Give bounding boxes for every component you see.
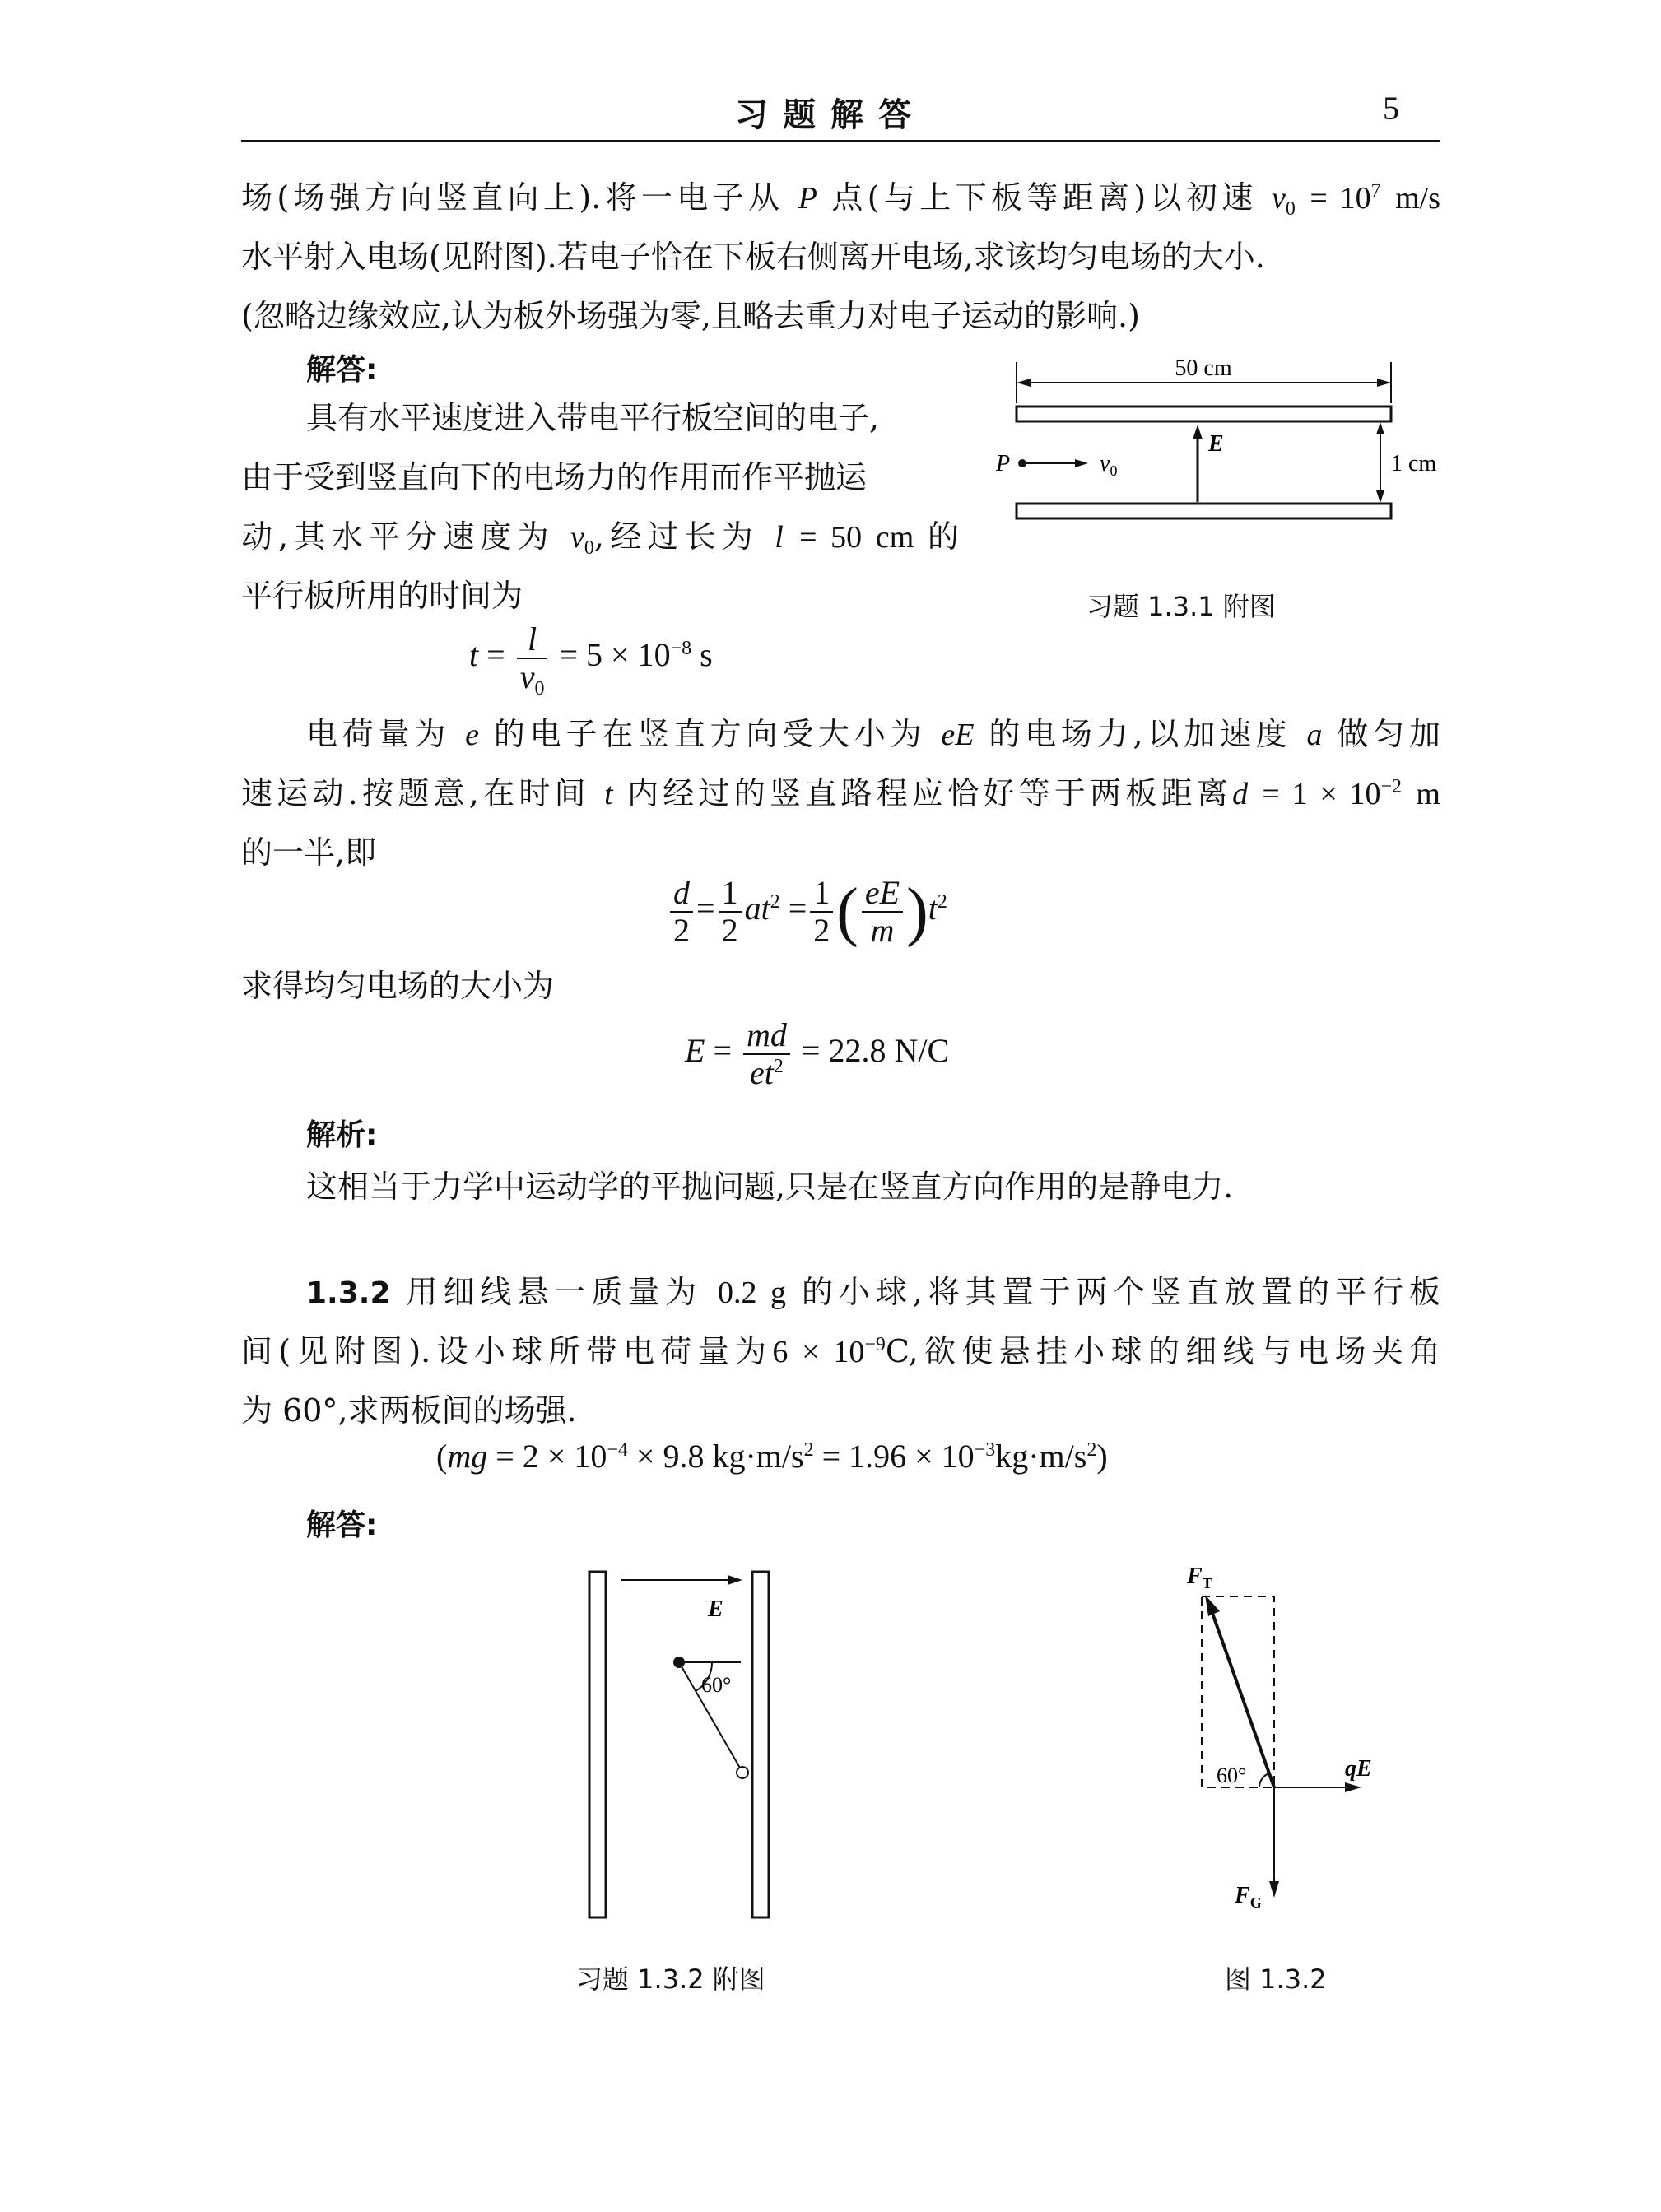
tension-label: $F_T$ xyxy=(1187,1564,1212,1592)
upper-plate xyxy=(1017,407,1391,421)
angle-label-3: 60° xyxy=(1217,1764,1247,1787)
point-p-label: P xyxy=(996,451,1011,476)
answer-label-2: 解答: xyxy=(306,1508,378,1542)
left-plate xyxy=(589,1572,606,1917)
gap-arrow-down-icon xyxy=(1376,490,1384,503)
field-label-2: E xyxy=(708,1596,723,1622)
problem2-line2: 间(见附图).设小球所带电荷量为$6 \times 10^{-9}C$,欲使悬挂小球的细线与电场夹角 xyxy=(241,1333,1440,1369)
length-label: 50 cm xyxy=(1175,356,1232,381)
electric-force-label: qE xyxy=(1345,1756,1372,1782)
header-rule xyxy=(241,140,1440,142)
tension-arrowhead-icon xyxy=(1205,1595,1220,1616)
analysis-text: 这相当于力学中运动学的平抛问题,只是在竖直方向作用的是静电力. xyxy=(306,1169,1234,1205)
equation-field: E = $\frac{md}{et^2}$ = 22.8 N/C xyxy=(685,1016,950,1091)
gap-label: 1 cm xyxy=(1391,451,1437,476)
equation-time: t = $\frac{l}{v_0}$ = $5 \times 10^{-8}$ s xyxy=(469,620,713,699)
gap-arrow-up-icon xyxy=(1376,422,1384,434)
figure-3-caption: 图 1.3.2 xyxy=(1225,1963,1327,1995)
result-intro: 求得均匀电场的大小为 xyxy=(241,968,555,1004)
charged-ball xyxy=(737,1767,748,1778)
figure-force-diagram xyxy=(1169,1547,1407,1909)
gravity-label: $F_G$ xyxy=(1235,1883,1262,1911)
problem2-given: ($mg = 2 \times 10^{-4} \times 9.8$ $kg\cdot m/s^2 = 1.96 \times 10^{-3}kg\cdot m/s^2$) xyxy=(436,1438,1108,1475)
right-plate xyxy=(752,1572,769,1917)
analysis-label: 解析: xyxy=(306,1118,378,1152)
velocity-label: $v_0$ xyxy=(1100,451,1118,479)
arrowhead-right-icon xyxy=(1377,379,1391,387)
figure-1-caption: 习题 1.3.1 附图 xyxy=(1086,591,1276,622)
para2-line2: 速运动.按题意,在时间 t 内经过的竖直路程应恰好等于两板距离$d = 1 \times 10^{-2}$ m xyxy=(241,775,1440,811)
problem1-line1: 场(场强方向竖直向上).将一电子从 P 点(与上下板等距离)以初速 $v_0 = 10^7$ m/s xyxy=(241,179,1440,220)
tension-vector xyxy=(1210,1606,1274,1787)
figure-2-caption: 习题 1.3.2 附图 xyxy=(576,1963,765,1995)
arrowhead-left-icon xyxy=(1017,379,1031,387)
problem2-line1: 1.3.2 用细线悬一质量为 0.2 g 的小球,将其置于两个竖直放置的平行板 xyxy=(306,1274,1440,1310)
electric-force-arrowhead-icon xyxy=(1345,1782,1361,1792)
angle-arc-3 xyxy=(1259,1773,1269,1787)
gravity-arrowhead-icon xyxy=(1269,1881,1279,1898)
figure-1-3-2 xyxy=(568,1547,815,1926)
equation-displacement: $\frac{d}{2}$ = $\frac{1}{2}$ $at^2$ = $\frac{1}{2}$ ( $\frac{eE}{m}$ )$t^2$ xyxy=(667,875,947,949)
answer1-line3: 动,其水平分速度为 $v_0$,经过长为 l = 50 cm 的 xyxy=(241,518,959,559)
answer1-line1: 具有水平速度进入带电平行板空间的电子, xyxy=(306,400,880,436)
page-number: 5 xyxy=(1383,90,1399,127)
para2-line3: 的一半,即 xyxy=(241,834,377,871)
field-arrowhead-2-icon xyxy=(728,1575,742,1585)
answer1-line4: 平行板所用的时间为 xyxy=(241,578,523,614)
field-label: E xyxy=(1208,431,1224,457)
problem1-line2: 水平射入电场(见附图).若电子恰在下板右侧离开电场,求该均匀电场的大小. xyxy=(241,239,1265,275)
lower-plate xyxy=(1017,504,1391,518)
para2-line1: 电荷量为 e 的电子在竖直方向受大小为 eE 的电场力,以加速度 a 做匀加 xyxy=(306,716,1440,752)
velocity-arrowhead-icon xyxy=(1075,459,1088,467)
problem2-line3: 为 60°,求两板间的场强. xyxy=(241,1392,577,1429)
answer-label-1: 解答: xyxy=(306,353,378,387)
angle-label-2: 60° xyxy=(701,1673,732,1697)
answer1-line2: 由于受到竖直向下的电场力的作用而作平抛运 xyxy=(241,459,868,495)
running-header-title: 习题解答 xyxy=(735,96,926,134)
field-arrowhead-icon xyxy=(1193,425,1203,439)
problem1-line3: (忽略边缘效应,认为板外场强为零,且略去重力对电子运动的影响.) xyxy=(241,298,1140,334)
figure-1-3-1 xyxy=(971,346,1437,543)
